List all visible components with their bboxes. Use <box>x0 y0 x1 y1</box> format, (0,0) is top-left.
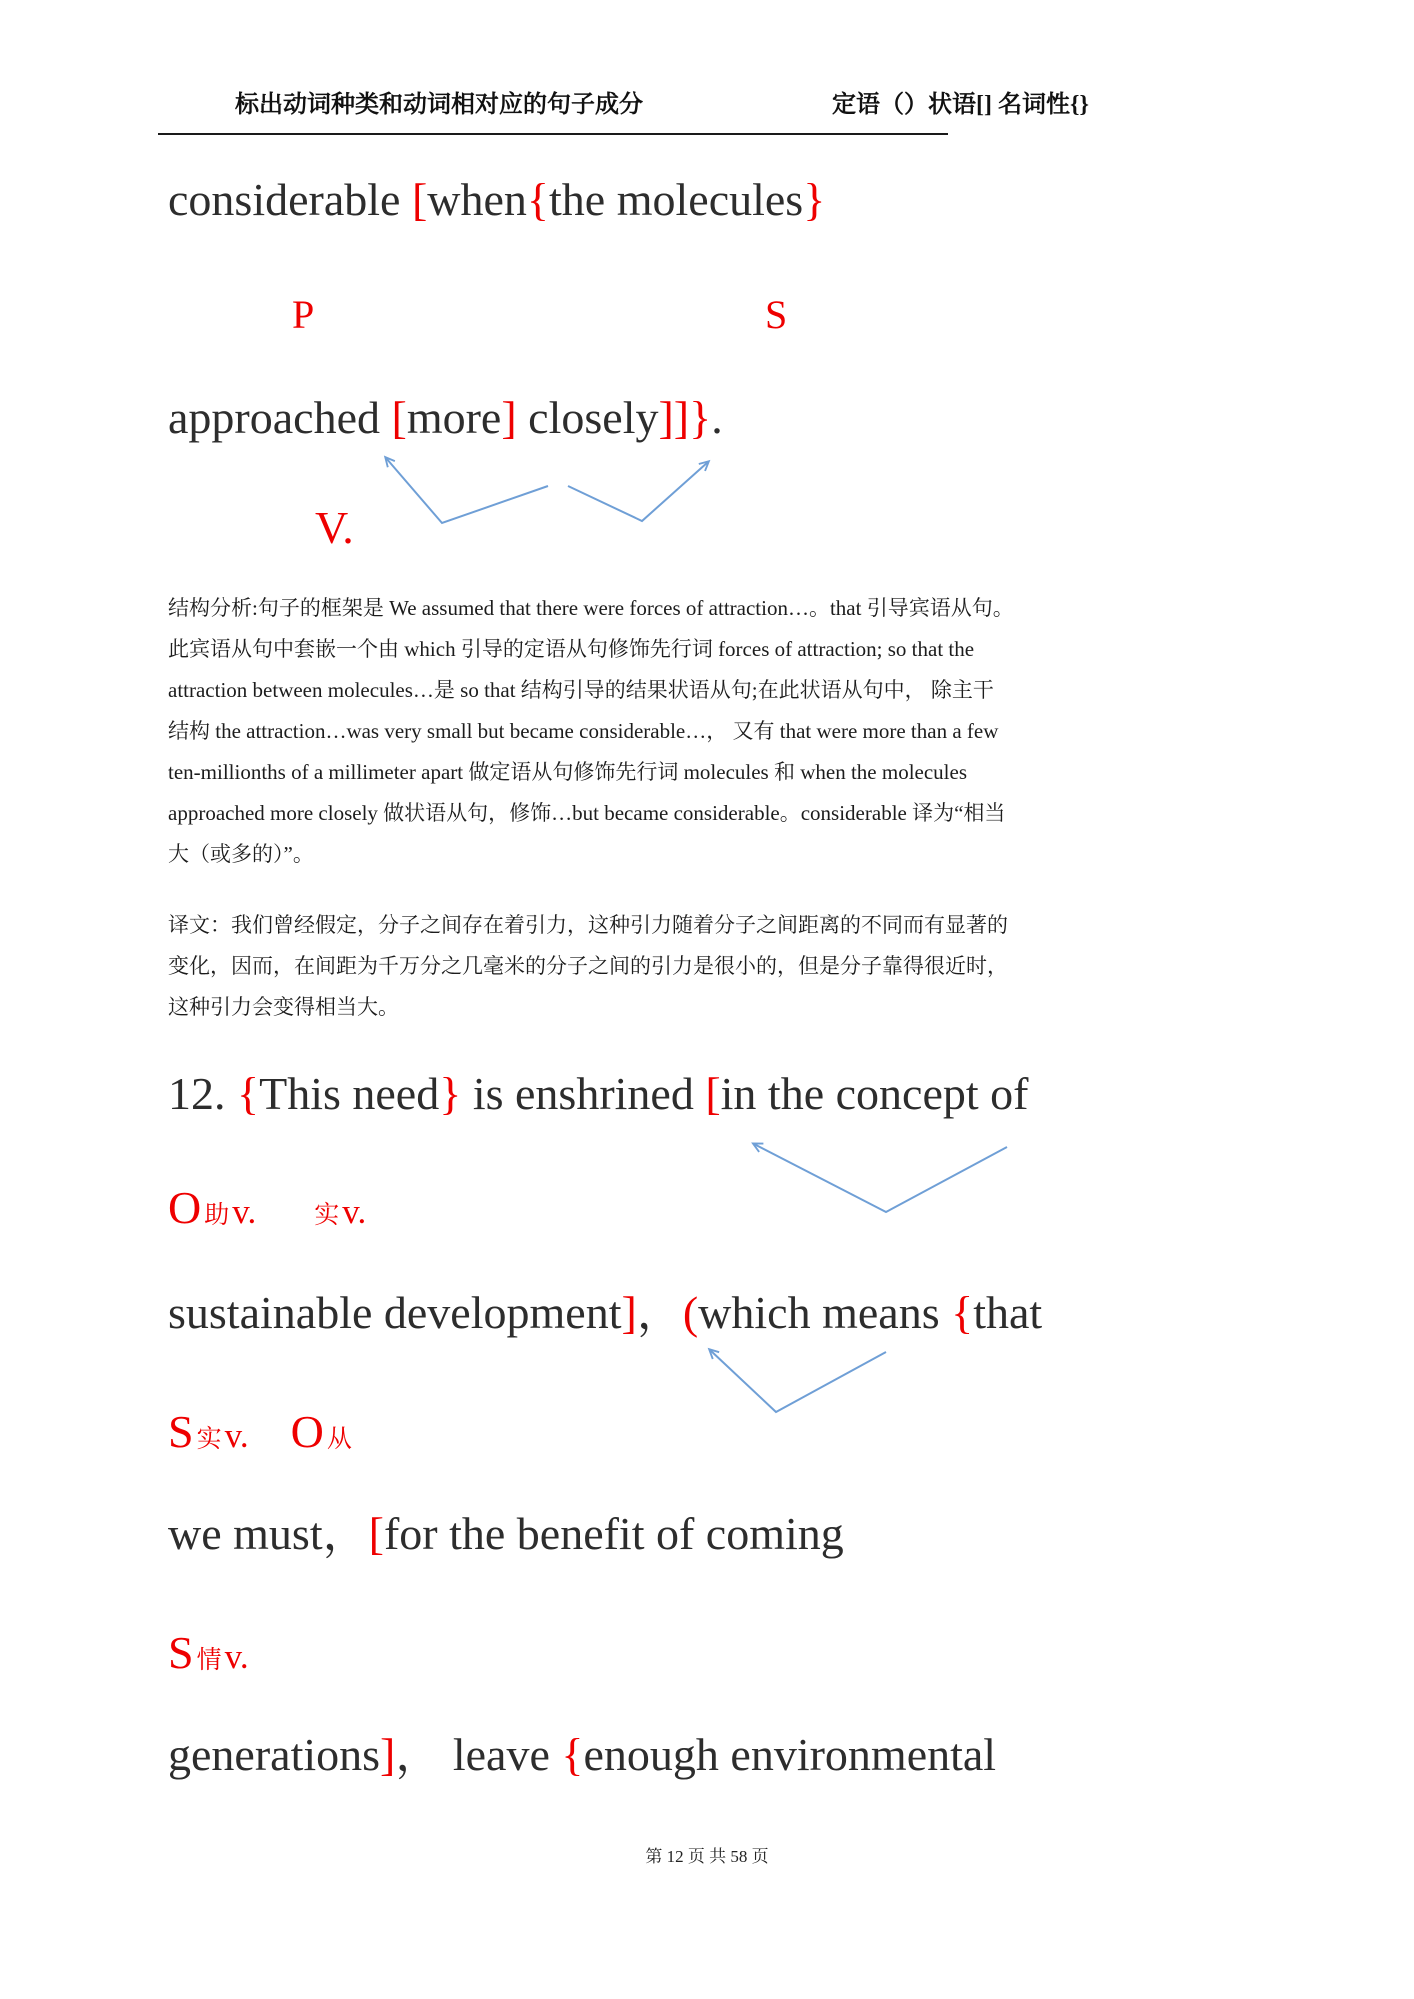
header-rule <box>158 133 948 135</box>
text-segment: 12. <box>168 1068 237 1119</box>
paragraph-line: 变化，因而，在间距为千万分之几毫米的分子之间的引力是很小的，但是分子靠得很近时， <box>168 954 1008 978</box>
analysis-paragraph <box>168 588 1253 875</box>
text-segment: ] <box>621 1287 637 1338</box>
paragraph-line: ten-millionths of a millimeter apart 做定语从句修饰先行词 molecules 和 when the molecules <box>168 760 968 784</box>
text-segment: v. <box>224 1416 249 1455</box>
text-segment: O <box>290 1406 324 1457</box>
arrow-to-enshrined <box>754 1144 1007 1212</box>
arrow-to-closely <box>568 462 708 521</box>
text-segment: ( <box>682 1287 699 1338</box>
text-segment: ] <box>380 1729 396 1780</box>
grammar-label-v: V. <box>315 502 354 553</box>
text-segment: ， <box>322 1508 369 1559</box>
paragraph-line: 这种引力会变得相当大。 <box>168 995 399 1019</box>
text-segment: in the concept of <box>720 1068 1029 1119</box>
text-segment: { <box>951 1287 974 1338</box>
text-segment: 实 <box>314 1202 340 1229</box>
text-segment: [ <box>705 1068 721 1119</box>
paragraph-line: 大（或多的）”。 <box>168 842 314 866</box>
text-segment: O <box>168 1182 202 1233</box>
header-left-title: 标出动词种类和动词相对应的句子成分 <box>235 92 643 118</box>
grammar-label-p: P <box>292 292 315 337</box>
text-segment: that <box>973 1287 1043 1338</box>
text-segment: the molecules <box>549 174 804 225</box>
sentence2-line2 <box>168 1285 1042 1341</box>
text-segment: v. <box>342 1192 367 1231</box>
text-segment: ， <box>636 1287 683 1338</box>
text-segment: This need <box>259 1068 440 1119</box>
text-segment: v. <box>232 1192 257 1231</box>
verb-label-row-1 <box>168 1180 366 1247</box>
text-segment: for the benefit of coming <box>383 1508 844 1559</box>
paragraph-line: 结构分析:句子的框架是 We assumed that there were forces of attraction…。that 引导宾语从句。 <box>168 596 1014 620</box>
paragraph-line: 译文：我们曾经假定，分子之间存在着引力，这种引力随着分子之间距离的不同而有显著的 <box>168 913 1008 937</box>
text-segment: is enshrined <box>461 1068 706 1119</box>
paragraph-line: approached more closely 做状语从句，修饰…but became considerable。considerable 译为“相当 <box>168 801 1006 825</box>
paragraph-line: 结构 the attraction…was very small but became considerable…， 又有 that were more than a few <box>168 719 999 743</box>
text-segment: [ <box>411 174 428 225</box>
text-segment: which means <box>698 1287 952 1338</box>
text-segment: v. <box>224 1637 249 1676</box>
text-segment: considerable <box>168 174 412 225</box>
page-footer: 第 12 页 共 58 页 <box>645 1847 769 1866</box>
text-segment: S <box>168 1406 194 1457</box>
text-segment: 从 <box>326 1426 352 1453</box>
text-segment: . <box>711 392 723 443</box>
verb-label-row-2 <box>168 1404 355 1471</box>
text-segment: S <box>168 1627 194 1678</box>
text-segment: approached <box>168 392 392 443</box>
arrow-to-development <box>710 1350 886 1412</box>
sentence1-line1 <box>168 172 825 228</box>
text-segment: [ <box>391 392 407 443</box>
sentence2-line4 <box>168 1727 996 1783</box>
text-segment: generations <box>168 1729 381 1780</box>
text-segment: more <box>406 392 502 443</box>
verb-label-row-3 <box>168 1625 249 1692</box>
text-segment: 情 <box>196 1647 222 1674</box>
text-segment: when <box>427 174 527 225</box>
header-right-legend: 定语（）状语[] 名词性{} <box>832 92 1089 118</box>
paragraph-line: 此宾语从句中套嵌一个由 which 引导的定语从句修饰先行词 forces of attraction; so that the <box>168 637 975 661</box>
sentence2-line3 <box>168 1506 844 1562</box>
text-segment: 实 <box>196 1426 222 1453</box>
text-segment: { <box>237 1068 260 1119</box>
text-segment: enough environmental <box>583 1729 997 1780</box>
text-segment: { <box>526 174 550 225</box>
sentence2-line1 <box>168 1066 1028 1122</box>
text-segment: ] <box>501 392 517 443</box>
grammar-label-s: S <box>765 292 788 337</box>
text-segment: { <box>561 1729 584 1780</box>
text-segment: closely <box>516 392 659 443</box>
paragraph-line: attraction between molecules…是 so that 结构引导的结果状语从句;在此状语从句中， 除主干 <box>168 678 994 702</box>
text-segment: } <box>803 174 826 225</box>
text-segment: [ <box>368 1508 384 1559</box>
text-segment: 助 <box>204 1202 230 1229</box>
text-segment: we must <box>168 1508 323 1559</box>
text-segment: leave <box>441 1729 562 1780</box>
text-segment: ]]} <box>658 392 712 443</box>
text-segment: sustainable development <box>168 1287 622 1338</box>
sentence1-line2 <box>168 390 723 446</box>
arrow-to-approached <box>386 458 548 523</box>
text-segment: } <box>439 1068 462 1119</box>
translation-paragraph <box>168 905 1253 1028</box>
text-segment: ， <box>395 1729 442 1780</box>
